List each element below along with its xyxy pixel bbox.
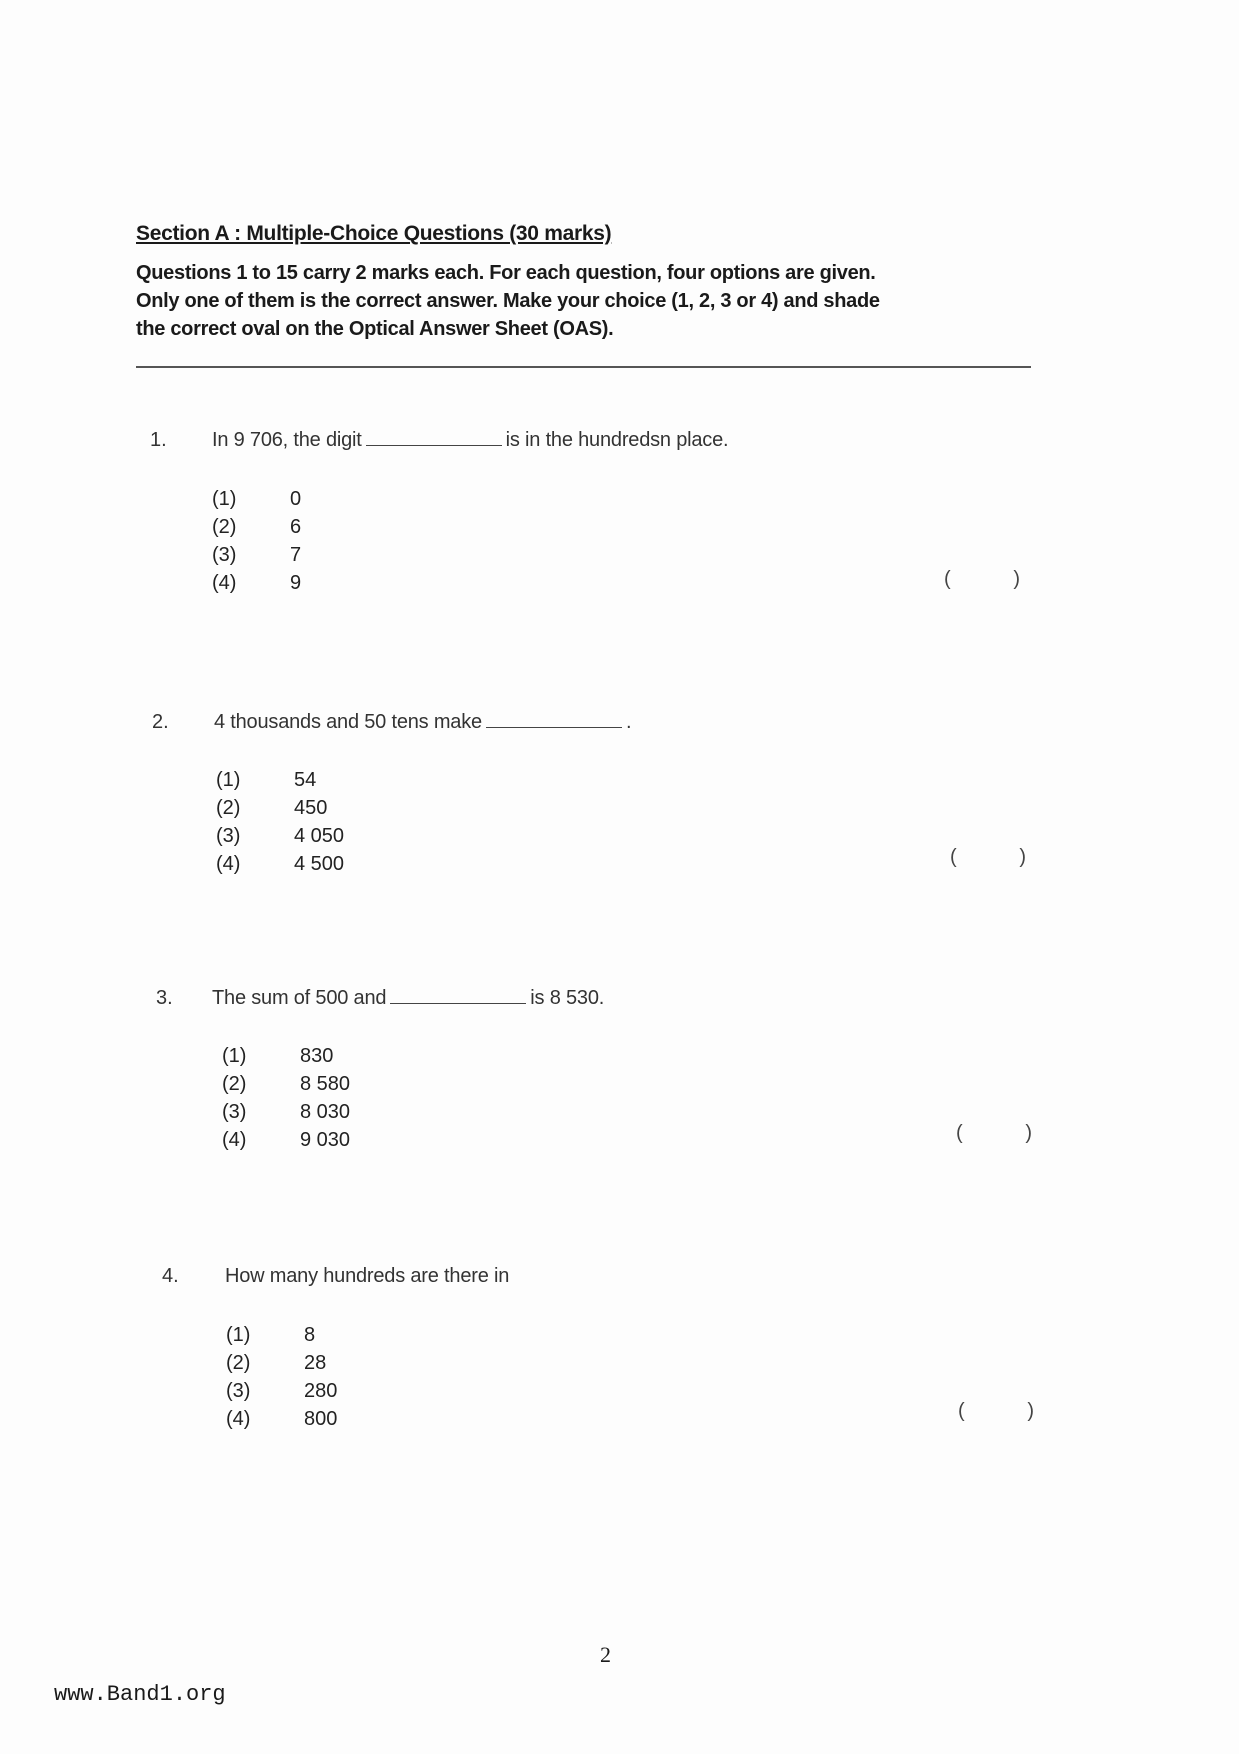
option-value: 0 [290, 488, 302, 510]
option-value: 8 030 [300, 1101, 351, 1123]
option-value: 28 [304, 1352, 327, 1374]
option-value: 4 050 [294, 825, 345, 847]
option-row [226, 1349, 326, 1377]
option-value: 4 500 [294, 853, 345, 875]
option-label: (1) [222, 1045, 247, 1067]
instruction-line: Questions 1 to 15 carry 2 marks each. For each question, four options are given. [136, 262, 876, 284]
question-text-after: . [625, 711, 632, 733]
bracket-open: ( [950, 846, 957, 868]
question-text-before: How many hundreds are there in [225, 1265, 510, 1287]
bracket-close: ) [1013, 568, 1020, 590]
option-row [222, 1070, 350, 1098]
question-text-before: 4 thousands and 50 tens make [214, 711, 482, 733]
option-value: 7 [290, 544, 302, 566]
option-row [226, 1321, 315, 1349]
option-label: (3) [222, 1101, 247, 1123]
option-row [222, 1098, 350, 1126]
option-value: 830 [300, 1045, 334, 1067]
option-row [216, 850, 344, 878]
bracket-open: ( [958, 1400, 965, 1422]
option-row [212, 541, 301, 569]
option-label: (2) [226, 1352, 251, 1374]
option-value: 54 [294, 769, 317, 791]
option-label: (2) [222, 1073, 247, 1095]
answer-blank [390, 1003, 526, 1004]
bracket-close: ) [1027, 1400, 1034, 1422]
answer-bracket [944, 568, 1020, 591]
bracket-close: ) [1019, 846, 1026, 868]
question-number: 3. [156, 987, 173, 1009]
option-row [216, 766, 316, 794]
option-value: 9 [290, 572, 302, 594]
option-value: 8 580 [300, 1073, 351, 1095]
bracket-close: ) [1025, 1122, 1032, 1144]
option-row [216, 822, 344, 850]
option-value: 9 030 [300, 1129, 351, 1151]
option-row [226, 1405, 337, 1433]
question-text-after: is in the hundredsn place. [505, 429, 729, 451]
question-number: 4. [162, 1265, 179, 1287]
question-text-after: is 8 530. [530, 987, 605, 1009]
option-value: 8 [304, 1324, 316, 1346]
option-row [212, 569, 301, 597]
answer-bracket [950, 846, 1026, 869]
option-label: (4) [212, 572, 237, 594]
option-row [222, 1126, 350, 1154]
option-label: (3) [212, 544, 237, 566]
instruction-line: the correct oval on the Optical Answer Sheet (OAS). [136, 318, 614, 340]
question-number: 2. [152, 711, 169, 733]
bracket-open: ( [944, 568, 951, 590]
instruction-line: Only one of them is the correct answer. Make your choice (1, 2, 3 or 4) and shade [136, 290, 880, 312]
option-label: (1) [226, 1324, 251, 1346]
page-number: 2 [600, 1642, 611, 1667]
footer-url: www.Band1.org [54, 1682, 226, 1707]
option-label: (4) [226, 1408, 251, 1430]
option-label: (4) [216, 853, 241, 875]
option-label: (2) [216, 797, 241, 819]
question-number: 1. [150, 429, 167, 451]
option-value: 800 [304, 1408, 338, 1430]
option-label: (2) [212, 516, 237, 538]
option-row [212, 513, 301, 541]
bracket-open: ( [956, 1122, 963, 1144]
answer-bracket [958, 1400, 1034, 1423]
question-text-before: In 9 706, the digit [212, 429, 362, 451]
option-label: (3) [226, 1380, 251, 1402]
option-row [222, 1042, 333, 1070]
option-label: (4) [222, 1129, 247, 1151]
option-value: 450 [294, 797, 328, 819]
answer-blank [366, 445, 502, 446]
divider [136, 366, 1031, 368]
option-label: (1) [212, 488, 237, 510]
option-label: (3) [216, 825, 241, 847]
question-text [214, 711, 631, 734]
option-row [226, 1377, 337, 1405]
option-label: (1) [216, 769, 241, 791]
question-text [225, 1265, 509, 1288]
option-row [212, 485, 301, 513]
answer-bracket [956, 1122, 1032, 1145]
answer-blank [486, 727, 622, 728]
question-text [212, 429, 728, 452]
option-value: 280 [304, 1380, 338, 1402]
option-value: 6 [290, 516, 302, 538]
question-text-before: The sum of 500 and [212, 987, 387, 1009]
section-title: Section A : Multiple-Choice Questions (30 marks) [136, 222, 612, 245]
question-text [212, 987, 604, 1010]
option-row [216, 794, 327, 822]
